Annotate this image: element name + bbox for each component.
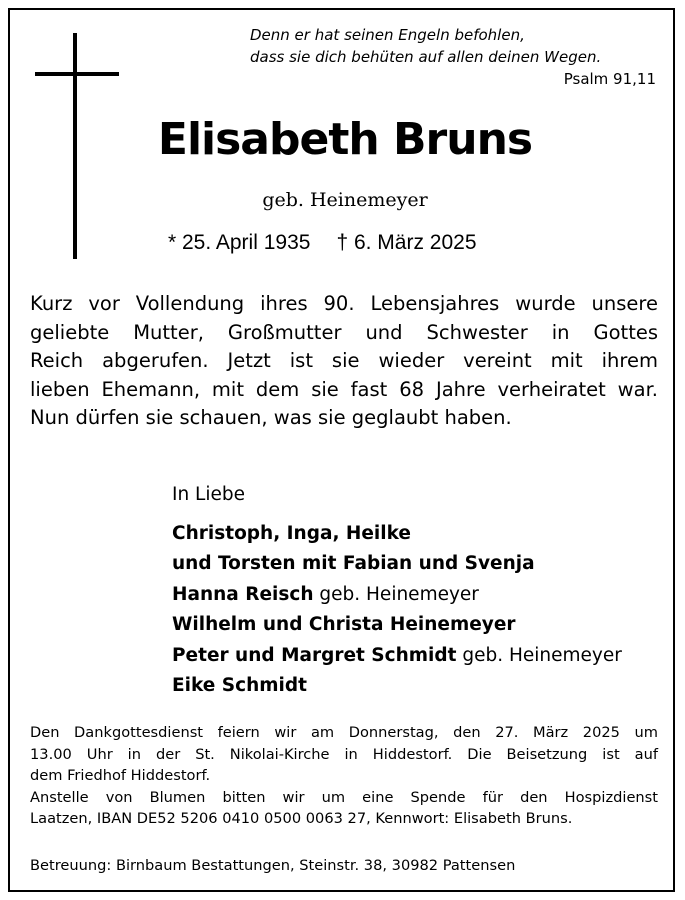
obituary-message <box>30 290 658 433</box>
mourner-entry: und Torsten mit Fabian und Svenja <box>172 553 535 574</box>
notes-line: Den Dankgottesdienst feiern wir am Donnerstag, den 27. März 2025 um <box>30 724 658 741</box>
birth-date: * 25. April 1935 <box>168 231 311 254</box>
cross-vertical-bar <box>73 33 77 259</box>
mourner-entry: Peter und Margret Schmidt geb. Heinemeyer <box>172 644 622 666</box>
message-line: geliebte Mutter, Großmutter und Schwester in Gottes <box>30 320 658 344</box>
service-notes <box>30 722 658 830</box>
funeral-home-footer: Betreuung: Birnbaum Bestattungen, Steinstr. 38, 30982 Pattensen <box>30 857 516 874</box>
maiden-name: geb. Heinemeyer <box>262 189 428 211</box>
cross-horizontal-bar <box>35 72 119 76</box>
mourner-entry: Wilhelm und Christa Heinemeyer <box>172 614 516 635</box>
verse-line-1: Denn er hat seinen Engeln befohlen, <box>250 26 525 44</box>
message-line: Nun dürfen sie schauen, was sie geglaubt haben. <box>30 406 512 429</box>
mourners-list <box>172 480 662 702</box>
death-date: † 6. März 2025 <box>336 231 477 254</box>
verse-reference: Psalm 91,11 <box>563 70 656 88</box>
message-line: lieben Ehemann, mit dem sie fast 68 Jahre verheiratet war. <box>30 377 658 401</box>
life-dates <box>168 230 528 256</box>
notes-line: 13.00 Uhr in der St. Nikolai-Kirche in Hiddestorf. Die Beisetzung ist auf <box>30 745 658 763</box>
mourner-entry: Hanna Reisch geb. Heinemeyer <box>172 583 479 605</box>
notes-line: dem Friedhof Hiddestorf. <box>30 767 211 784</box>
message-line: Reich abgerufen. Jetzt ist sie wieder vereint mit ihrem <box>30 349 658 372</box>
mourner-entry: Eike Schmidt <box>172 675 307 696</box>
bible-verse <box>250 24 656 90</box>
deceased-name: Elisabeth Bruns <box>157 114 533 165</box>
mourner-entry: Christoph, Inga, Heilke <box>172 522 411 544</box>
message-line: Kurz vor Vollendung ihres 90. Lebensjahres wurde unsere <box>30 292 658 315</box>
mourners-intro: In Liebe <box>172 484 246 505</box>
verse-line-2: dass sie dich behüten auf allen deinen Wegen. <box>250 48 602 66</box>
notes-line: Anstelle von Blumen bitten wir um eine Spende für den Hospizdienst <box>30 788 658 806</box>
notes-line: Laatzen, IBAN DE52 5206 0410 0500 0063 27, Kennwort: Elisabeth Bruns. <box>30 810 573 827</box>
